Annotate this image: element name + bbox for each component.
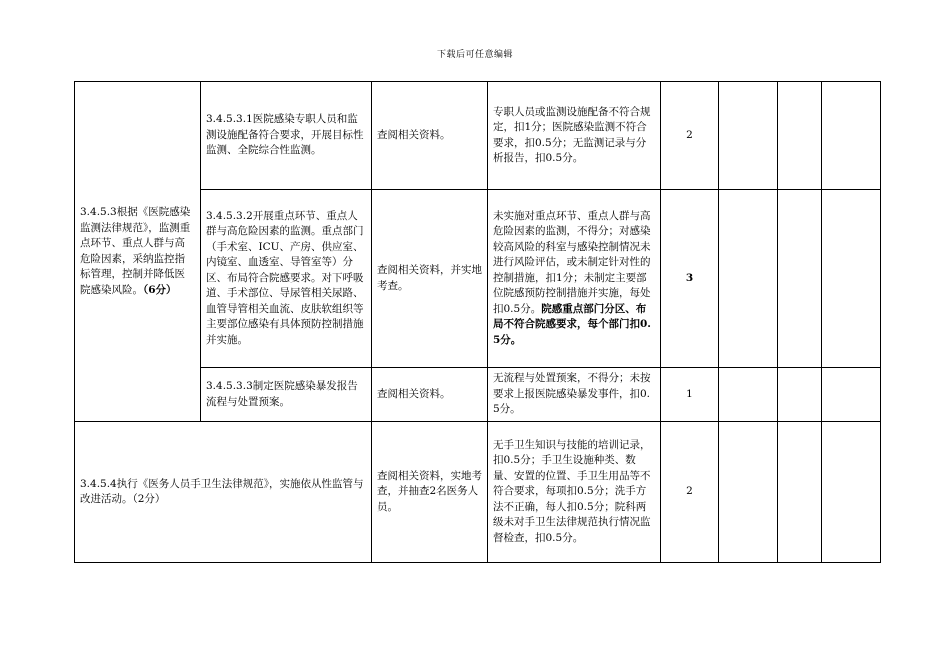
item-cell (75, 82, 201, 422)
empty-cell (822, 82, 881, 190)
method-cell: 查阅相关资料，并实地考查。 (372, 190, 488, 368)
item-cell: 3.4.5.4执行《医务人员手卫生法律规范》，实施依从性监管与改进活动。（2分） (75, 422, 372, 563)
empty-cell (719, 368, 778, 422)
empty-cell (822, 368, 881, 422)
empty-cell (778, 190, 822, 368)
score-cell: 1 (661, 368, 719, 422)
sub-item-cell: 3.4.5.3.2开展重点环节、重点人群与高危险因素的监测。重点部门（手术室、ICU、产房、供应室、内镜室、血透室、导管室等）分区、布局符合院感要求。对下呼吸道、手术部位、导尿管相关尿路、血管导管相关血流、皮肤软组织等主要部位感染有具体预防控制措施并实施。 (201, 190, 372, 368)
deduction-cell: 专职人员或监测设施配备不符合规定，扣1分；医院感染监测不符合要求，扣0.5分；无监测记录与分析报告，扣0.5分。 (488, 82, 661, 190)
deduction-bold-text: 院感重点部门分区、布局不符合院感要求，每个部门扣0.5分。 (493, 302, 651, 346)
deduction-cell: 无流程与处置预案，不得分；未按要求上报医院感染暴发事件，扣0.5分。 (488, 368, 661, 422)
item-text: 3.4.5.3根据《医院感染监测法律规范》，监测重点环节、重点人群与高危险因素，采纳监控指标管理，控制并降低医院感染风险。 (80, 206, 191, 296)
sub-item-cell: 3.4.5.3.1医院感染专职人员和监测设施配备符合要求，开展目标性监测、全院综合性监测。 (201, 82, 372, 190)
table-row (75, 422, 881, 563)
empty-cell (719, 82, 778, 190)
score-cell: 2 (661, 82, 719, 190)
method-cell: 查阅相关资料。 (372, 368, 488, 422)
score-cell: 2 (661, 422, 719, 563)
score-cell: 3 (661, 190, 719, 368)
standards-table (74, 81, 881, 563)
empty-cell (778, 422, 822, 563)
deduction-text: 未实施对重点环节、重点人群与高危险因素的监测，不得分；对感染较高风险的科室与感染控制情况未进行风险评估，或未制定针对性的控制措施，扣1分；未制定主要部位院感预防控制措施并实施，每处扣0.5分。 (493, 209, 651, 315)
empty-cell (778, 82, 822, 190)
deduction-cell: 无手卫生知识与技能的培训记录，扣0.5分；手卫生设施种类、数量、安置的位置、手卫生用品等不符合要求，每项扣0.5分；洗手方法不正确，每人扣0.5分；院科两级未对手卫生法律规范执行情况监督检查，扣0.5分。 (488, 422, 661, 563)
empty-cell (778, 368, 822, 422)
item-points: （6分） (143, 283, 177, 296)
method-cell: 查阅相关资料。 (372, 82, 488, 190)
sub-item-cell: 3.4.5.3.3制定医院感染暴发报告流程与处置预案。 (201, 368, 372, 422)
empty-cell (822, 190, 881, 368)
empty-cell (719, 422, 778, 563)
page-header: 下载后可任意编辑 (436, 50, 513, 60)
deduction-cell (488, 190, 661, 368)
method-cell: 查阅相关资料，实地考查，并抽查2名医务人员。 (372, 422, 488, 563)
table-row (75, 82, 881, 190)
empty-cell (822, 422, 881, 563)
empty-cell (719, 190, 778, 368)
